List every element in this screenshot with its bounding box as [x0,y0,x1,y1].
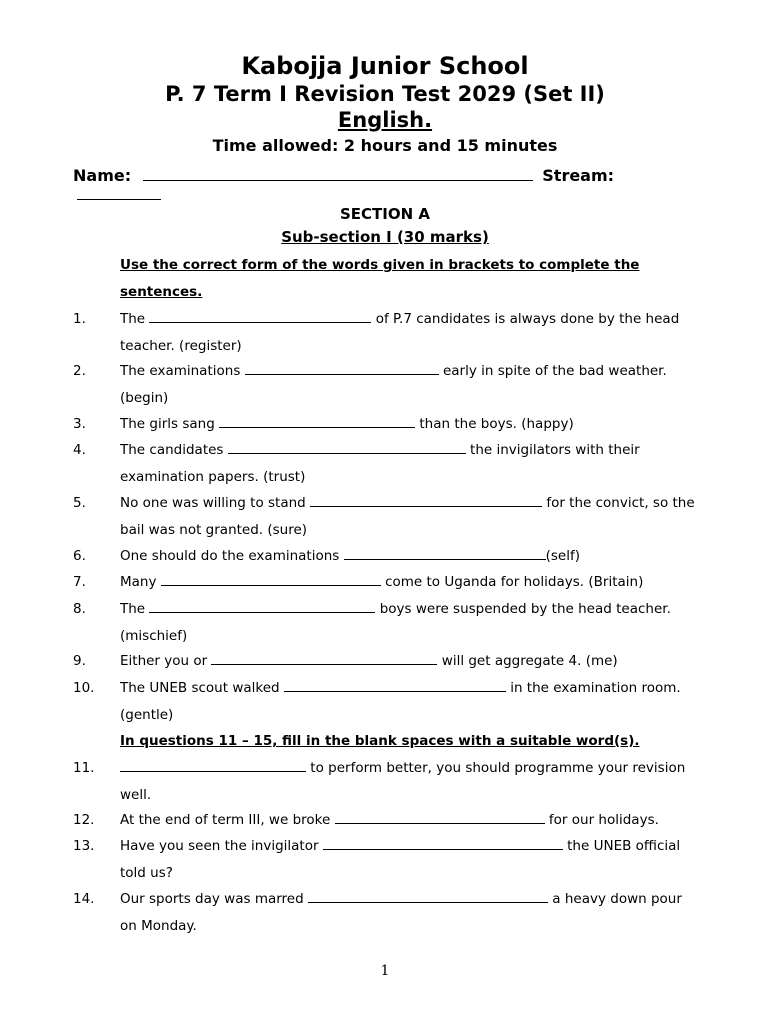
question-number: 4. [73,442,86,458]
school-name: Kabojja Junior School [241,52,529,80]
answer-blank [310,494,542,507]
answer-blank [161,573,381,586]
answer-blank [344,547,546,560]
question-number: 5. [73,495,86,511]
answer-blank [308,890,548,903]
question-text-after: to perform better, you should programme your revision well. [120,760,686,803]
question-number: 10. [73,680,95,696]
name-stream-row [73,166,698,204]
question-text-before: The [120,311,146,327]
name-label: Name: [73,166,132,185]
question-number: 7. [73,574,86,590]
question-text-before: The examinations [120,363,241,379]
answer-blank [284,679,506,692]
answer-blank [149,310,371,323]
question-number: 2. [73,363,86,379]
question-text-before: The UNEB scout walked [120,680,280,696]
question-number: 3. [73,416,86,432]
question-text-after: a heavy down pour on Monday. [120,891,682,934]
question-text-before: Many [120,574,157,590]
name-blank [143,166,533,181]
question-text-after: in the examination room. (gentle) [120,680,681,723]
question-text-after: come to Uganda for holidays. (Britain) [385,574,644,590]
test-title: P. 7 Term I Revision Test 2029 (Set II) [165,82,605,106]
question-number: 9. [73,653,86,669]
question-text-before: Have you seen the invigilator [120,838,319,854]
question-number: 14. [73,891,95,907]
question-text-before: One should do the examinations [120,548,340,564]
question-number: 13. [73,838,95,854]
question-text-before: The girls sang [120,416,215,432]
stream-blank [77,185,161,200]
question-text-after: early in spite of the bad weather. (begin) [120,363,667,406]
question-number: 6. [73,548,86,564]
question-text-after: for the convict, so the bail was not granted. (sure) [120,495,695,538]
question-text-before: At the end of term III, we broke [120,812,331,828]
answer-blank [120,759,306,772]
subject-title: English. [337,108,433,132]
question-text-before: Either you or [120,653,208,669]
answer-blank [211,652,437,665]
question-text-before: Our sports day was marred [120,891,304,907]
question-number: 12. [73,812,95,828]
instruction-2: In questions 11 – 15, fill in the blank spaces with a suitable word(s). [120,733,640,749]
question-text-before: The candidates [120,442,224,458]
question-text-after: (self) [545,548,581,564]
answer-blank [335,811,545,824]
question-text-after: of P.7 candidates is always done by the head teacher. (register) [120,311,680,354]
answer-blank [149,600,375,613]
answer-blank [219,415,415,428]
question-number: 1. [73,311,86,327]
question-text-after: the UNEB official told us? [120,838,681,881]
question-text-after: for our holidays. [548,812,659,828]
question-text-after: than the boys. (happy) [419,416,574,432]
question-number: 8. [73,601,86,617]
answer-blank [228,441,466,454]
answer-blank [245,362,439,375]
question-number: 11. [73,760,95,776]
stream-label: Stream: [542,166,615,185]
question-text-after: the invigilators with their examination papers. (trust) [120,442,640,485]
time-allowed: Time allowed: 2 hours and 15 minutes [212,136,558,155]
answer-blank [323,837,563,850]
section-title: SECTION A [339,205,430,223]
question-text-after: will get aggregate 4. (me) [441,653,618,669]
question-text-before: No one was willing to stand [120,495,306,511]
question-text-before: The [120,601,146,617]
page-number: 1 [380,963,390,979]
question-text-after: boys were suspended by the head teacher. (mischief) [120,601,671,644]
subsection-title: Sub-section I (30 marks) [281,228,489,246]
instruction-1: Use the correct form of the words given in brackets to complete the sentences. [120,257,640,300]
